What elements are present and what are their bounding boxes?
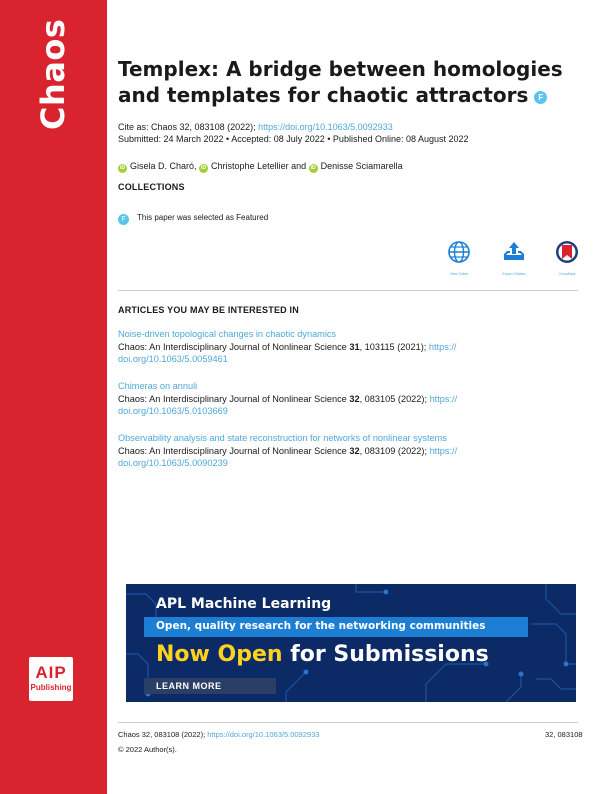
article-journal: Chaos: An Interdisciplinary Journal of Nonlinear Science (118, 445, 350, 456)
banner-headline (156, 642, 489, 667)
featured-collection (118, 213, 268, 225)
export-citation-button[interactable] (494, 240, 534, 276)
banner-title: APL Machine Learning (156, 596, 332, 612)
collections-heading: COLLECTIONS (118, 182, 185, 192)
related-article-ref (118, 445, 578, 458)
related-article-ref (118, 341, 578, 354)
cite-ref: Chaos 32, 083108 (2022); (151, 122, 259, 132)
footer-page-ref: 32, 083108 (545, 730, 583, 739)
citation-line (118, 121, 393, 133)
orcid-icon[interactable]: iD (201, 165, 207, 171)
banner-headline-rest: for Submissions (282, 642, 489, 667)
author-name[interactable]: Gisela D. Charó (130, 161, 195, 171)
journal-sidebar (0, 0, 107, 794)
article-doi-link[interactable]: https:// (429, 445, 458, 456)
dates-line: Submitted: 24 March 2022 • Accepted: 08 July 2022 • Published Online: 08 August 2022 (118, 134, 469, 144)
footer-citation (118, 730, 319, 739)
related-article-ref (118, 393, 578, 406)
related-article-title[interactable]: Noise-driven topological changes in chaotic dynamics (118, 329, 337, 339)
article-volume: 32 (349, 393, 360, 404)
doi-link[interactable]: https://doi.org/10.1063/5.0092933 (258, 122, 393, 132)
crossmark-button[interactable] (547, 240, 587, 276)
article-doi-link-cont[interactable]: doi.org/10.1063/5.0059461 (118, 354, 228, 364)
authors-line (118, 160, 403, 173)
article-doi-link-cont[interactable]: doi.org/10.1063/5.0103669 (118, 406, 228, 416)
journal-name: Chaos (34, 18, 72, 130)
section-divider (118, 290, 578, 291)
featured-icon[interactable]: F (118, 214, 129, 225)
article-doi-link[interactable]: https:// (429, 393, 458, 404)
featured-text: This paper was selected as Featured (137, 213, 269, 222)
apl-ml-banner-ad[interactable] (126, 584, 576, 702)
author-separator: and (288, 161, 309, 171)
crossmark-icon (555, 240, 579, 264)
article-pages: , 103115 (2021); (359, 341, 429, 352)
globe-icon (447, 240, 471, 264)
article-pages: , 083109 (2022); (359, 445, 430, 456)
featured-badge-icon[interactable]: F (534, 91, 547, 104)
paper-title-text: Templex: A bridge between homologies and templates for chaotic attractors (118, 57, 563, 107)
aip-publishing-logo[interactable] (29, 657, 73, 701)
cite-label: Cite as: (118, 122, 152, 132)
related-article (118, 328, 578, 366)
related-article (118, 380, 578, 418)
crossmark-label: CrossMark (558, 272, 576, 276)
article-doi-link[interactable]: https:// (428, 341, 457, 352)
related-articles-heading: ARTICLES YOU MAY BE INTERESTED IN (118, 305, 299, 315)
author-name[interactable]: Christophe Letellier (211, 161, 289, 171)
learn-more-button[interactable]: LEARN MORE (144, 678, 276, 694)
article-volume: 32 (349, 445, 360, 456)
article-volume: 31 (349, 341, 360, 352)
footer-doi-link[interactable]: https://doi.org/10.1063/5.0092933 (207, 730, 320, 739)
orcid-icon[interactable]: iD (120, 165, 125, 171)
article-journal: Chaos: An Interdisciplinary Journal of Nonlinear Science (118, 393, 350, 404)
author-separator: , (194, 161, 200, 171)
banner-subtitle-bar (144, 617, 528, 637)
aip-logo-text: AIP (35, 663, 67, 682)
footer-divider (118, 722, 578, 723)
copyright-notice: © 2022 Author(s). (118, 745, 177, 754)
author-name[interactable]: Denisse Sciamarella (320, 161, 403, 171)
export-icon (501, 240, 527, 264)
banner-headline-highlight: Now Open (156, 642, 283, 667)
orcid-icon[interactable]: iD (310, 165, 316, 171)
paper-title (118, 56, 588, 108)
footer-ref: Chaos 32, 083108 (2022); (118, 730, 208, 739)
export-citation-label: Export Citation (502, 272, 526, 276)
related-article-title[interactable]: Chimeras on annuli (118, 381, 198, 391)
related-article (118, 432, 578, 470)
article-pages: , 083105 (2022); (359, 393, 430, 404)
article-doi-link-cont[interactable]: doi.org/10.1063/5.0090239 (118, 458, 228, 468)
aip-logo-subtext: Publishing (30, 683, 72, 692)
banner-subtitle: Open, quality research for the networking communities (156, 620, 486, 632)
view-online-label: View Online (449, 272, 469, 276)
article-journal: Chaos: An Interdisciplinary Journal of Nonlinear Science (118, 341, 350, 352)
related-article-title[interactable]: Observability analysis and state reconstruction for networks of nonlinear systems (118, 433, 447, 443)
view-online-button[interactable] (439, 240, 479, 276)
